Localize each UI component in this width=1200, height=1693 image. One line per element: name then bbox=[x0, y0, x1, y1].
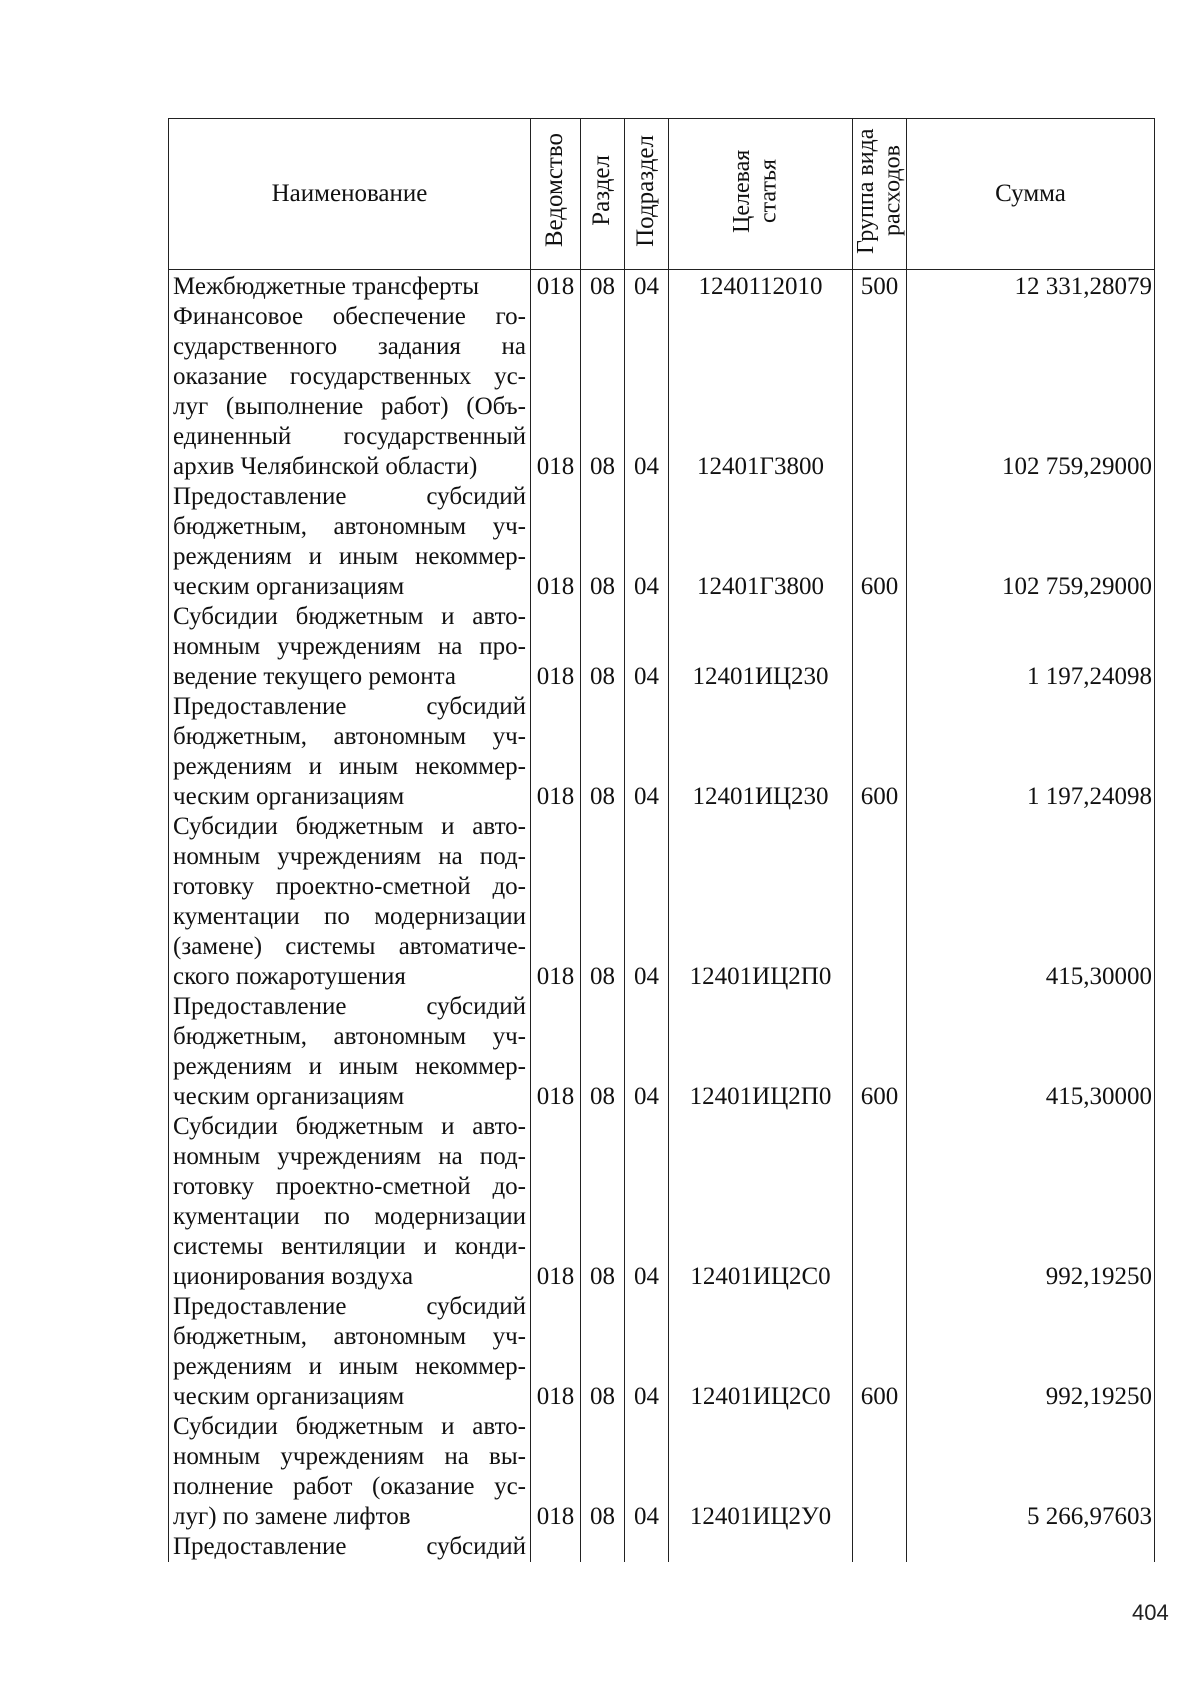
header-vedomstvo: Ведомство bbox=[531, 119, 581, 270]
header-summa: Сумма bbox=[907, 119, 1155, 270]
row-razdel: 08 bbox=[581, 482, 625, 602]
row-name: Предоставление субсидий бюджетным, автономным уч-реждениям и иным некоммер-ческим организациям bbox=[169, 482, 531, 602]
row-celevaya-statya: 12401ИЦ2С0 bbox=[669, 1112, 853, 1292]
row-vedomstvo: 018 bbox=[531, 302, 581, 482]
row-celevaya-statya: 12401ИЦ230 bbox=[669, 602, 853, 692]
row-gruppa-vida-rashodov: 600 bbox=[853, 482, 907, 602]
row-name: Финансовое обеспечение го-сударственного задания на оказание государственных ус-луг (выполнение работ) (Объ-единенный государственный архив Челябинской области) bbox=[169, 302, 531, 482]
row-summa: 102 759,29000 bbox=[907, 302, 1155, 482]
row-razdel: 08 bbox=[581, 1112, 625, 1292]
row-podrazdel: 04 bbox=[625, 482, 669, 602]
row-vedomstvo: 018 bbox=[531, 602, 581, 692]
row-summa: 992,19250 bbox=[907, 1292, 1155, 1412]
table-row bbox=[169, 482, 1155, 602]
row-name: Субсидии бюджетным и авто-номным учреждениям на под-готовку проектно-сметной до-кументации по модернизации (замене) системы автоматиче-ского пожаротушения bbox=[169, 812, 531, 992]
table-row bbox=[169, 302, 1155, 482]
header-name: Наименование bbox=[169, 119, 531, 270]
row-celevaya-statya: 12401ИЦ2П0 bbox=[669, 992, 853, 1112]
row-summa: 5 266,97603 bbox=[907, 1412, 1155, 1532]
table-row bbox=[169, 270, 1155, 303]
row-podrazdel: 04 bbox=[625, 1112, 669, 1292]
row-gruppa-vida-rashodov bbox=[853, 602, 907, 692]
row-podrazdel: 04 bbox=[625, 270, 669, 303]
row-celevaya-statya: 12401ИЦ2П0 bbox=[669, 812, 853, 992]
row-celevaya-statya: 12401ИЦ2С0 bbox=[669, 1292, 853, 1412]
row-celevaya-statya: 1240112010 bbox=[669, 270, 853, 303]
row-vedomstvo: 018 bbox=[531, 812, 581, 992]
row-celevaya-statya: 12401Г3800 bbox=[669, 302, 853, 482]
row-gruppa-vida-rashodov bbox=[853, 302, 907, 482]
row-name: Субсидии бюджетным и авто-номным учреждениям на под-готовку проектно-сметной до-кументации по модернизации системы вентиляции и конди-ционирования воздуха bbox=[169, 1112, 531, 1292]
row-gruppa-vida-rashodov: 500 bbox=[853, 270, 907, 303]
row-vedomstvo: 018 bbox=[531, 992, 581, 1112]
row-name: Субсидии бюджетным и авто-номным учреждениям на про-ведение текущего ремонта bbox=[169, 602, 531, 692]
row-name: Предоставление субсидий бюджетным, автономным уч-реждениям и иным некоммер-ческим организациям bbox=[169, 992, 531, 1112]
row-gruppa-vida-rashodov bbox=[853, 1532, 907, 1562]
budget-table bbox=[168, 118, 1155, 1562]
row-name: Предоставление субсидий бюджетным, автономным уч-реждениям и иным некоммер-ческим организациям bbox=[169, 692, 531, 812]
row-podrazdel bbox=[625, 1532, 669, 1562]
header-razdel: Раздел bbox=[581, 119, 625, 270]
row-gruppa-vida-rashodov: 600 bbox=[853, 992, 907, 1112]
row-gruppa-vida-rashodov: 600 bbox=[853, 692, 907, 812]
row-name: Межбюджетные трансферты bbox=[169, 270, 531, 303]
table-row bbox=[169, 1532, 1155, 1562]
row-podrazdel: 04 bbox=[625, 992, 669, 1112]
header-celevaya-statya: Целевая статья bbox=[669, 119, 853, 270]
row-summa bbox=[907, 1532, 1155, 1562]
row-celevaya-statya bbox=[669, 1532, 853, 1562]
row-vedomstvo: 018 bbox=[531, 482, 581, 602]
table-body bbox=[169, 270, 1155, 1563]
row-gruppa-vida-rashodov: 600 bbox=[853, 1292, 907, 1412]
row-celevaya-statya: 12401ИЦ230 bbox=[669, 692, 853, 812]
row-summa: 415,30000 bbox=[907, 812, 1155, 992]
row-vedomstvo: 018 bbox=[531, 692, 581, 812]
row-celevaya-statya: 12401Г3800 bbox=[669, 482, 853, 602]
row-vedomstvo bbox=[531, 1532, 581, 1562]
row-razdel: 08 bbox=[581, 1412, 625, 1532]
row-summa: 1 197,24098 bbox=[907, 602, 1155, 692]
row-vedomstvo: 018 bbox=[531, 1112, 581, 1292]
row-vedomstvo: 018 bbox=[531, 1292, 581, 1412]
table-row bbox=[169, 812, 1155, 992]
row-name: Предоставление субсидий bbox=[169, 1532, 531, 1562]
row-razdel: 08 bbox=[581, 302, 625, 482]
row-razdel: 08 bbox=[581, 812, 625, 992]
row-razdel: 08 bbox=[581, 270, 625, 303]
page-number: 404 bbox=[1132, 1600, 1169, 1625]
row-podrazdel: 04 bbox=[625, 602, 669, 692]
row-razdel: 08 bbox=[581, 1292, 625, 1412]
table-row bbox=[169, 602, 1155, 692]
table-header-row bbox=[169, 119, 1155, 270]
row-podrazdel: 04 bbox=[625, 1292, 669, 1412]
table-row bbox=[169, 1112, 1155, 1292]
row-summa: 1 197,24098 bbox=[907, 692, 1155, 812]
row-razdel bbox=[581, 1532, 625, 1562]
row-gruppa-vida-rashodov bbox=[853, 1112, 907, 1292]
row-name: Предоставление субсидий бюджетным, автономным уч-реждениям и иным некоммер-ческим организациям bbox=[169, 1292, 531, 1412]
row-podrazdel: 04 bbox=[625, 1412, 669, 1532]
row-razdel: 08 bbox=[581, 992, 625, 1112]
row-gruppa-vida-rashodov bbox=[853, 812, 907, 992]
row-summa: 102 759,29000 bbox=[907, 482, 1155, 602]
row-celevaya-statya: 12401ИЦ2У0 bbox=[669, 1412, 853, 1532]
row-vedomstvo: 018 bbox=[531, 1412, 581, 1532]
table-row bbox=[169, 692, 1155, 812]
table-row bbox=[169, 992, 1155, 1112]
row-summa: 415,30000 bbox=[907, 992, 1155, 1112]
budget-table-container bbox=[168, 118, 1154, 1562]
header-gruppa-vida-rashodov: Группа вида расходов bbox=[853, 119, 907, 270]
row-summa: 12 331,28079 bbox=[907, 270, 1155, 303]
row-razdel: 08 bbox=[581, 602, 625, 692]
row-razdel: 08 bbox=[581, 692, 625, 812]
row-summa: 992,19250 bbox=[907, 1112, 1155, 1292]
row-name: Субсидии бюджетным и авто-номным учреждениям на вы-полнение работ (оказание ус-луг) по замене лифтов bbox=[169, 1412, 531, 1532]
row-podrazdel: 04 bbox=[625, 692, 669, 812]
row-gruppa-vida-rashodov bbox=[853, 1412, 907, 1532]
row-podrazdel: 04 bbox=[625, 812, 669, 992]
table-row bbox=[169, 1412, 1155, 1532]
row-podrazdel: 04 bbox=[625, 302, 669, 482]
header-podrazdel: Подраздел bbox=[625, 119, 669, 270]
table-row bbox=[169, 1292, 1155, 1412]
row-vedomstvo: 018 bbox=[531, 270, 581, 303]
